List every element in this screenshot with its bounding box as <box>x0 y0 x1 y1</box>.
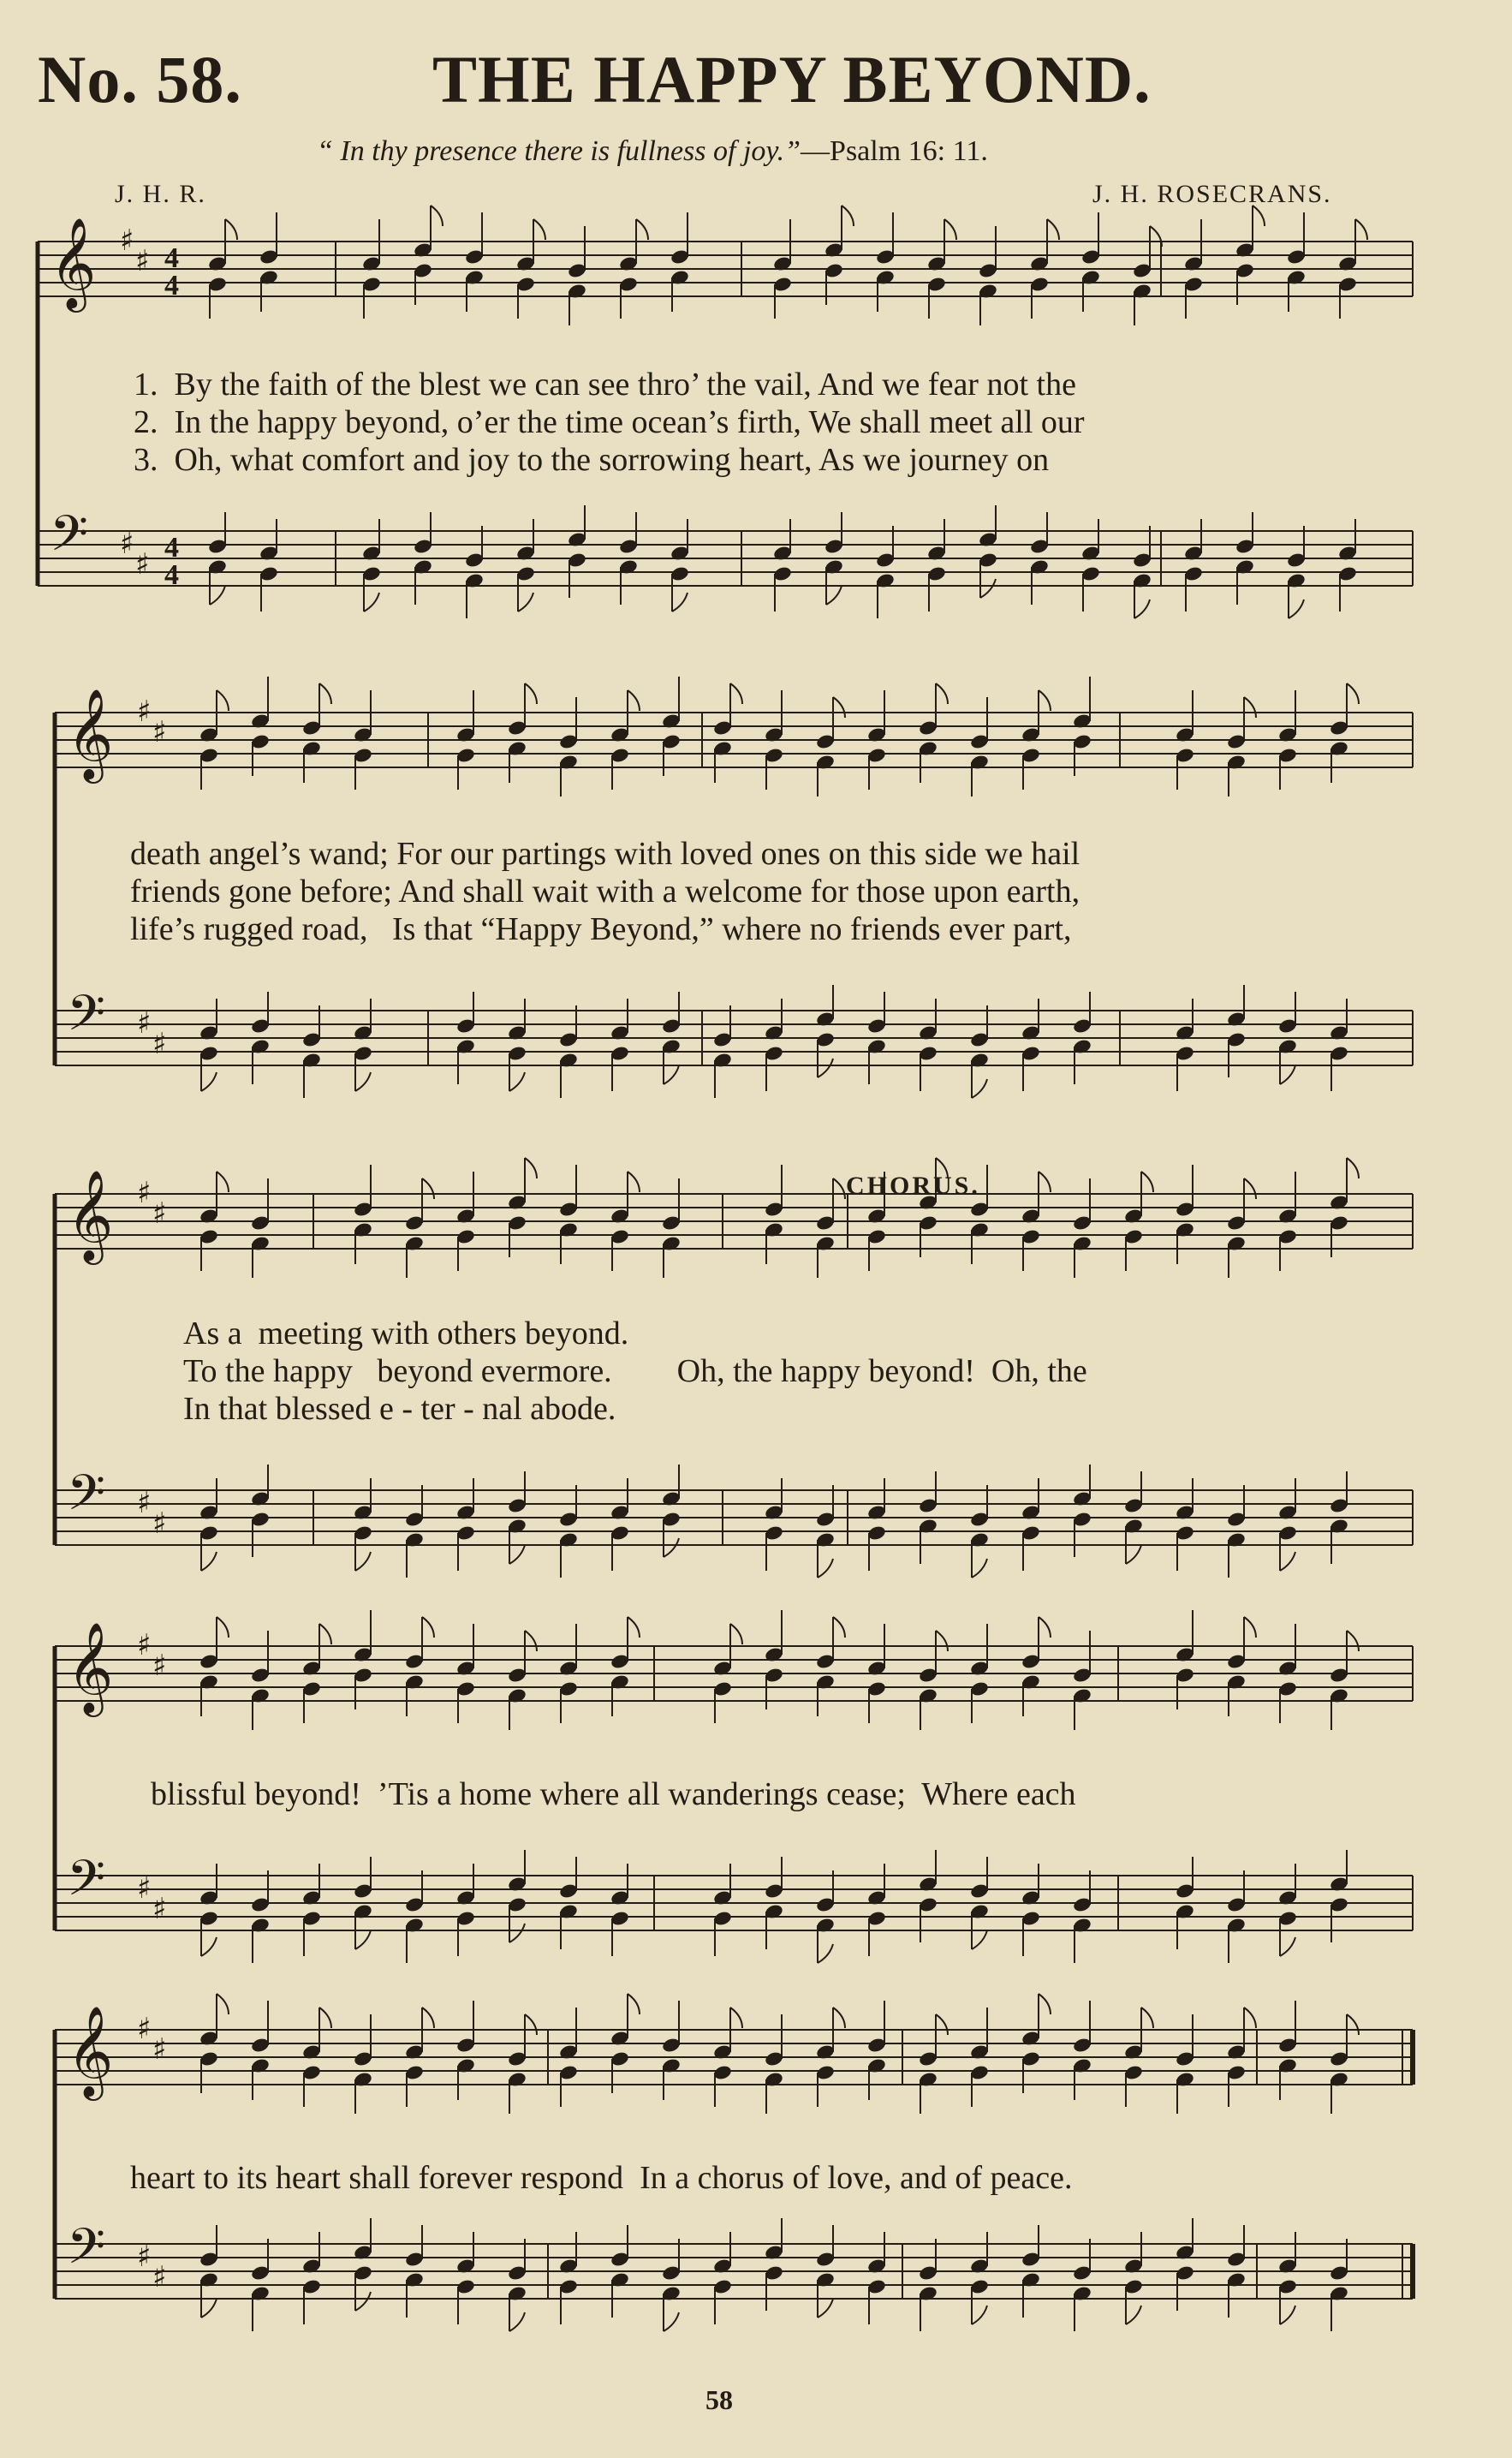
bass-clef-icon: 𝄢 <box>67 1849 106 1919</box>
bass-clef-icon: 𝄢 <box>67 984 106 1054</box>
sharp-icon: ♯ <box>120 224 134 258</box>
bass-clef-icon: 𝄢 <box>67 1464 106 1534</box>
note-flag <box>1280 1937 1295 1956</box>
sharp-icon: ♯ <box>120 527 134 561</box>
lyric-line: In that blessed e - ter - nal abode. <box>183 1391 616 1427</box>
note-flag <box>936 683 948 704</box>
note-flag <box>355 1552 371 1571</box>
note-flag <box>972 1079 987 1098</box>
lyric-line: 1. By the faith of the blest we can see thro’ the vail, And we fear not the <box>134 367 1076 403</box>
note-flag <box>1355 219 1367 240</box>
treble-clef-icon: 𝄞 <box>67 1169 114 1261</box>
lyric-line: life’s rugged road, Is that “Happy Beyond,” where no friends ever part, <box>130 911 1072 947</box>
note-flag <box>509 2312 525 2331</box>
note-flag <box>319 683 331 704</box>
note-flag <box>636 219 648 240</box>
note-flag <box>730 683 742 704</box>
treble-clef-icon: 𝄞 <box>67 1621 114 1713</box>
sharp-icon: ♯ <box>152 1649 167 1683</box>
sharp-icon: ♯ <box>137 1486 152 1520</box>
note-flag <box>936 1631 948 1651</box>
music-credit: J. H. ROSECRANS. <box>1092 180 1332 208</box>
treble-clef-icon: 𝄞 <box>67 2005 114 2097</box>
note-flag <box>818 1944 833 1963</box>
note-flag <box>355 1930 371 1949</box>
chorus-label: CHORUS. <box>846 1172 980 1200</box>
note-flag <box>972 2306 987 2324</box>
note-flag <box>210 586 225 605</box>
note-flag <box>422 1178 434 1199</box>
note-flag <box>818 1059 833 1077</box>
note-flag <box>1244 1178 1256 1199</box>
sharp-icon: ♯ <box>152 1027 167 1061</box>
note-flag <box>1244 2008 1256 2028</box>
epigraph-quote: “ In thy presence there is fullness of joy.” <box>317 135 801 167</box>
note-flag <box>1347 2014 1359 2035</box>
note-flag <box>664 1065 679 1084</box>
note-flag <box>422 2008 434 2028</box>
sharp-icon: ♯ <box>137 1006 152 1041</box>
time-signature: 4 <box>164 242 179 274</box>
note-flag <box>1126 1545 1141 1564</box>
time-signature: 4 <box>164 270 179 301</box>
lyric-line: friends gone before; And shall wait with a welcome for those upon earth, <box>130 874 1080 910</box>
note-flag <box>936 2014 948 2035</box>
note-flag <box>355 2292 371 2311</box>
note-flag <box>525 1158 537 1178</box>
lyric-line: To the happy beyond evermore. Oh, the happy beyond! Oh, the <box>183 1353 1087 1389</box>
note-flag <box>1141 2008 1153 2028</box>
sharp-icon: ♯ <box>137 1871 152 1906</box>
note-flag <box>664 1538 679 1557</box>
note-flag <box>833 1617 845 1638</box>
note-flag <box>1244 1617 1256 1638</box>
sharp-icon: ♯ <box>152 2260 167 2294</box>
note-flag <box>980 579 996 598</box>
note-flag <box>972 1559 987 1578</box>
note-flag <box>1039 1617 1051 1638</box>
lyric-line: As a meeting with others beyond. <box>183 1316 629 1351</box>
sharp-icon: ♯ <box>152 715 167 749</box>
note-flag <box>319 2008 331 2028</box>
note-flag <box>533 219 545 240</box>
note-flag <box>217 1172 229 1192</box>
sharp-icon: ♯ <box>137 1176 152 1210</box>
sharp-icon: ♯ <box>137 695 152 729</box>
note-flag <box>1280 1552 1295 1571</box>
note-flag <box>201 2299 217 2318</box>
note-flag <box>217 1994 229 2014</box>
bass-clef-icon: 𝄢 <box>67 2217 106 2288</box>
sharp-icon: ♯ <box>135 547 150 582</box>
lyric-line: blissful beyond! ’Tis a home where all wanderings cease; Where each <box>151 1776 1076 1812</box>
sharp-icon: ♯ <box>137 1628 152 1662</box>
note-flag <box>628 1994 640 2014</box>
note-flag <box>628 1172 640 1192</box>
note-flag <box>818 1559 833 1578</box>
sharp-icon: ♯ <box>137 2240 152 2274</box>
note-flag <box>1039 690 1051 711</box>
note-flag <box>833 1178 845 1199</box>
note-flag <box>1244 697 1256 718</box>
time-signature: 4 <box>164 532 179 564</box>
note-flag <box>664 2312 679 2331</box>
note-flag <box>944 219 956 240</box>
lyric-line: 2. In the happy beyond, o’er the time ocean’s firth, We shall meet all our <box>134 404 1085 440</box>
note-flag <box>525 2014 537 2035</box>
note-flag <box>201 1552 217 1571</box>
epigraph-reference: —Psalm 16: 11. <box>801 135 988 167</box>
note-flag <box>826 586 842 605</box>
note-flag <box>217 690 229 711</box>
treble-clef-icon: 𝄞 <box>50 217 97 308</box>
note-flag <box>525 1631 537 1651</box>
note-flag <box>833 2008 845 2028</box>
note-flag <box>1126 2306 1141 2324</box>
note-flag <box>1039 1994 1051 2014</box>
note-flag <box>1289 600 1304 618</box>
note-flag <box>364 593 379 612</box>
note-flag <box>201 1072 217 1091</box>
time-signature: 4 <box>164 559 179 591</box>
hymn-title: THE HAPPY BEYOND. <box>432 42 1152 116</box>
page-number: 58 <box>705 2384 733 2415</box>
note-flag <box>672 593 688 612</box>
note-flag <box>225 219 237 240</box>
sharp-icon: ♯ <box>135 244 150 278</box>
note-flag <box>201 1937 217 1956</box>
bass-clef-icon: 𝄢 <box>50 504 89 575</box>
note-flag <box>509 1924 525 1942</box>
lyric-line: 3. Oh, what comfort and joy to the sorrowing heart, As we journey on <box>134 442 1050 478</box>
note-flag <box>1253 206 1265 226</box>
treble-clef-icon: 𝄞 <box>67 688 114 779</box>
note-flag <box>972 1930 987 1949</box>
note-flag <box>1150 226 1162 247</box>
sharp-icon: ♯ <box>152 1892 167 1926</box>
sharp-icon: ♯ <box>137 2012 152 2046</box>
note-flag <box>509 1072 525 1091</box>
note-flag <box>319 1624 331 1644</box>
note-flag <box>518 593 533 612</box>
note-flag <box>217 1617 229 1638</box>
note-flag <box>509 1545 525 1564</box>
sharp-icon: ♯ <box>152 1506 167 1541</box>
note-flag <box>1347 683 1359 704</box>
note-flag <box>1141 1172 1153 1192</box>
note-flag <box>628 1617 640 1638</box>
note-flag <box>730 1624 742 1644</box>
note-flag <box>1280 1065 1295 1084</box>
note-flag <box>628 690 640 711</box>
note-flag <box>1047 219 1059 240</box>
note-flag <box>1347 1158 1359 1178</box>
note-flag <box>525 683 537 704</box>
sharp-icon: ♯ <box>152 2032 167 2067</box>
note-flag <box>355 1072 371 1091</box>
lyric-line: heart to its heart shall forever respond In a chorus of love, and of peace. <box>130 2160 1073 2196</box>
note-flag <box>730 2008 742 2028</box>
note-flag <box>431 206 443 226</box>
words-credit: J. H. R. <box>115 180 206 208</box>
note-flag <box>1280 2306 1295 2324</box>
lyric-line: death angel’s wand; For our partings with loved ones on this side we hail <box>130 836 1080 872</box>
sharp-icon: ♯ <box>152 1196 167 1231</box>
note-flag <box>1039 1172 1051 1192</box>
note-flag <box>422 1617 434 1638</box>
hymn-number: No. 58. <box>38 42 242 116</box>
note-flag <box>818 2299 833 2318</box>
note-flag <box>1134 600 1150 618</box>
note-flag <box>833 697 845 718</box>
note-flag <box>1347 1631 1359 1651</box>
note-flag <box>842 206 854 226</box>
